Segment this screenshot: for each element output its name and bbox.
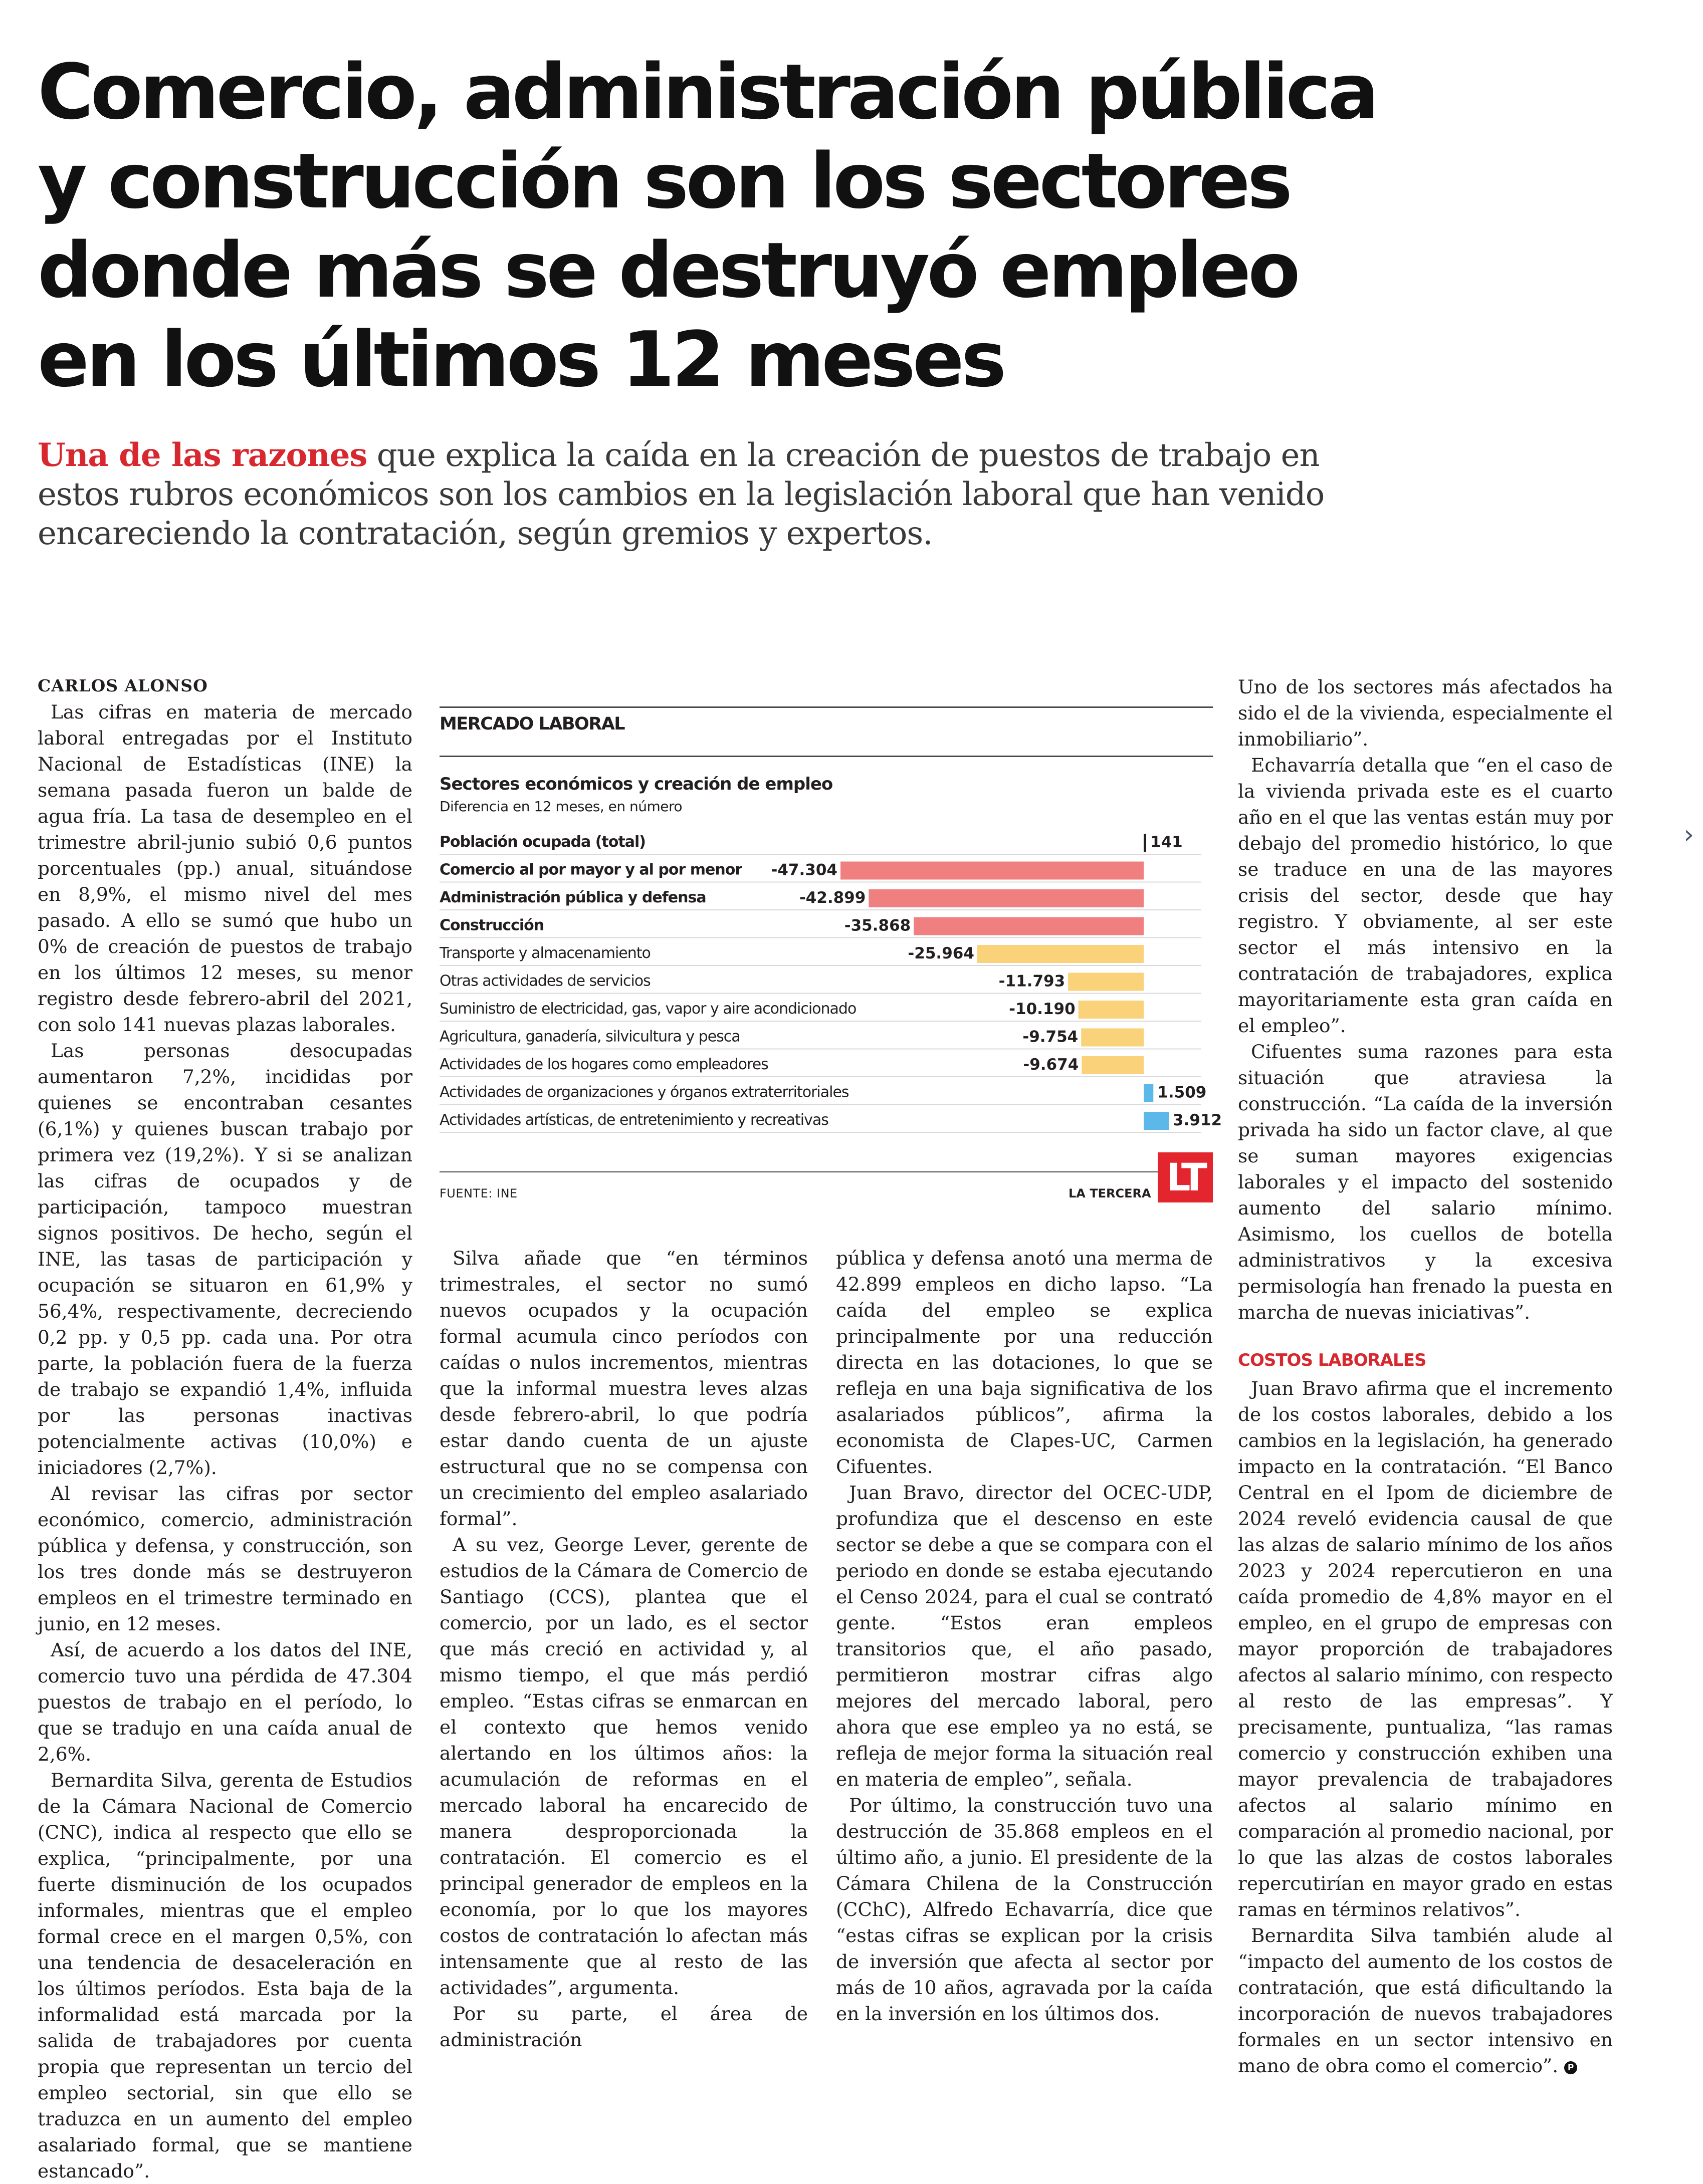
value-label: -11.793: [998, 972, 1066, 991]
value-label: -47.304: [771, 861, 837, 879]
column-3: [836, 1245, 1213, 2027]
category-label: Población ocupada (total): [440, 833, 646, 851]
category-label: Actividades de los hogares como empleadores: [440, 1056, 768, 1073]
paragraph: Las cifras en materia de mercado laboral entregadas por el Instituto Nacional de Estadísticas (INE) la semana pasada fueron un balde de agua fría. La tasa de desempleo en el trimestre abril-junio subió 0,6 puntos porcentuales (pp.) anual, situándose en 8,9%, el mismo nivel del mes pasado. A ello se sumó que hubo un 0% de creación de puestos de trabajo en los últimos 12 meses, su menor registro desde febrero-abril del 2021, con solo 141 nuevas plazas laborales.: [38, 701, 412, 1036]
value-label: -10.190: [1009, 1000, 1076, 1018]
labor-market-chart: [440, 706, 1222, 1212]
column-4: [1238, 674, 1613, 2079]
category-label: Otras actividades de servicios: [440, 972, 651, 990]
paragraph-text: Bernardita Silva también alude al “impacto del aumento de los costos de contratación, que está dificultando la incorporación de nuevos trabajadores formales en un sector intensivo en mano de obra como el comercio”.: [1238, 1924, 1613, 2077]
byline: CARLOS ALONSO: [38, 676, 208, 695]
category-label: Administración pública y defensa: [440, 889, 706, 906]
bar: [1144, 834, 1146, 852]
value-label: 141: [1150, 833, 1183, 851]
end-mark-icon: P: [1564, 2061, 1577, 2074]
paragraph: Así, de acuerdo a los datos del INE, comercio tuvo una pérdida de 47.304 puestos de trabajo en el período, lo que se tradujo en una caída anual de 2,6%.: [38, 1639, 412, 1765]
paragraph: [1238, 1922, 1613, 2079]
chart-source: FUENTE: INE: [440, 1186, 518, 1200]
bar: [1144, 1112, 1169, 1130]
paragraph: Por último, la construcción tuvo una destrucción de 35.868 empleos en el último año, a junio. El presidente de la Cámara Chilena de la Construcción (CChC), Alfredo Echavarría, dice que “estas cifras se explican por la crisis de inversión que afecta al sector por más de 10 años, agravada por la caída en la inversión en los últimos dos.: [836, 1794, 1213, 2025]
bar: [1079, 1001, 1144, 1019]
bar-chart: [440, 827, 1222, 1147]
paragraph: Bernardita Silva, gerenta de Estudios de la Cámara Nacional de Comercio (CNC), indica al respecto que ello se explica, “principalmente, por una fuerte disminución de los ocupados informales, mientras que el empleo formal crece en el margen 0,5%, con una tendencia de desaceleración en los últimos períodos. Esta baja de la informalidad está marcada por la salida de trabajadores por cuenta propia que representan un tercio del empleo sectorial, sin que ello se traduzca en un aumento del empleo asalariado formal, que se mantiene estancado”.: [38, 1769, 412, 2182]
headline: Comercio, administración pública y construcción son los sectores donde más se destruyó empleo en los últimos 12 meses: [38, 48, 1376, 404]
chart-divider: [440, 756, 1213, 757]
paragraph: pública y defensa anotó una merma de 42.899 empleos en dicho lapso. “La caída del empleo se explica principalmente por una reducción directa en las dotaciones, lo que se refleja en una baja significativa de los asalariados públicos”, afirma la economista de Clapes-UC, Carmen Cifuentes.: [836, 1247, 1213, 1478]
value-label: -25.964: [908, 944, 974, 962]
bar: [840, 862, 1144, 880]
category-label: Actividades de organizaciones y órganos extraterritoriales: [440, 1083, 849, 1101]
bar: [977, 945, 1144, 963]
deck-text: que explica la caída en la creación de puestos de trabajo en estos rubros económicos son los cambios en la legislación laboral que han venido encareciendo la contratación, según gremios y expertos.: [38, 437, 1325, 552]
category-label: Comercio al por mayor y al por menor: [440, 861, 742, 879]
category-label: Agricultura, ganadería, silvicultura y pesca: [440, 1028, 740, 1046]
bar: [869, 889, 1144, 907]
next-page-arrow-icon[interactable]: ›: [1683, 820, 1694, 850]
paragraph: A su vez, George Lever, gerente de estudios de la Cámara de Comercio de Santiago (CCS), plantea que el comercio, por un lado, es el sector que más creció en actividad y, al mismo tiempo, el que más perdió empleo. “Estas cifras se enmarcan en el contexto que hemos venido alertando en los últimos años: la acumulación de reformas en el mercado laboral ha encarecido de manera desproporcionada la contratación. El comercio es el principal generador de empleos en la economía, por lo que los mayores costos de contratación lo afectan más intensamente que al resto de las actividades”, argumenta.: [440, 1534, 808, 1999]
chart-bottom-rule: [440, 1171, 1213, 1172]
chart-brand: LA TERCERA: [1069, 1186, 1151, 1200]
category-label: Construcción: [440, 916, 544, 934]
paragraph: Las personas desocupadas aumentaron 7,2%, incididas por quienes se encontraban cesantes (6,1%) y quienes buscan trabajo por primera vez (19,2%). Y si se analizan las cifras de ocupados y de participación, tampoco muestran signos positivos. De hecho, según el INE, las tasas de participación y ocupación se situaron en 61,9% y 56,4%, respectivamente, decreciendo 0,2 pp. y 0,5 pp. cada una. Por otra parte, la población fuera de la fuerza de trabajo se expandió 1,4%, influida por las personas inactivas potencialmente activas (10,0%) e iniciadores (2,7%).: [38, 1040, 412, 1479]
paragraph: Por su parte, el área de administración: [440, 2003, 808, 2051]
paragraph: Juan Bravo, director del OCEC-UDP, profundiza que el descenso en este sector se debe a que se compara con el periodo en donde se estaba ejecutando el Censo 2024, para el cual se contrató gente. “Estos eran empleos transitorios que, el año pasado, permitieron mostrar cifras algo mejores del mercado laboral, pero ahora que ese empleo ya no está, se refleja de mejor forma la situación real en materia de empleo”, señala.: [836, 1482, 1213, 1790]
la-tercera-logo: LT: [1158, 1152, 1213, 1202]
bar: [1144, 1084, 1153, 1102]
subhead-costos-laborales: COSTOS LABORALES: [1238, 1350, 1426, 1370]
bar: [1081, 1029, 1144, 1047]
paragraph: Cifuentes suma razones para esta situación que atraviesa la construcción. “La caída de la inversión privada ha sido un factor clave, al que se suman mayores exigencias laborales y el impacto del sostenido aumento del salario mínimo. Asimismo, los cuellos de botella administrativos y la excesiva permisología han frenado la puesta en marcha de nuevas iniciativas”.: [1238, 1041, 1613, 1323]
chart-subtitle: Diferencia en 12 meses, en número: [440, 798, 683, 815]
value-label: -9.674: [1023, 1056, 1079, 1074]
bar: [914, 917, 1144, 935]
paragraph: Al revisar las cifras por sector económico, comercio, administración pública y defensa, y construcción, son los tres donde más se destruyeron empleos en el trimestre terminado en junio, en 12 meses.: [38, 1483, 412, 1635]
bar: [1082, 1056, 1144, 1074]
paragraph: Silva añade que “en términos trimestrales, el sector no sumó nuevos ocupados y la ocupación formal acumula cinco períodos con caídas o nulos incrementos, mientras que la informal muestra leves alzas desde febrero-abril, lo que podría estar dando cuenta de un ajuste estructural que no se compensa con un crecimiento del empleo asalariado formal”.: [440, 1247, 808, 1530]
deck-lead: Una de las razones: [38, 436, 367, 474]
paragraph: Uno de los sectores más afectados ha sido el de la vivienda, especialmente el inmobiliario”.: [1238, 676, 1613, 750]
chart-top-rule: [440, 706, 1213, 708]
value-label: -9.754: [1022, 1028, 1079, 1046]
category-label: Transporte y almacenamiento: [440, 944, 651, 962]
column-2: [440, 1245, 808, 2053]
value-label: -42.899: [799, 889, 866, 907]
column-1: [38, 674, 412, 2184]
bar: [1068, 973, 1144, 991]
paragraph: Juan Bravo afirma que el incremento de los costos laborales, debido a los cambios en la legislación, ha generado impacto en la contratación. “El Banco Central en el Ipom de diciembre de 2024 reveló evidencia causal de que las alzas de salario mínimo de los años 2023 y 2024 repercutieron en una caída promedio de 4,8% mayor en el empleo, en el grupo de empresas con mayor proporción de trabajadores afectos al salario mínimo, con respecto al resto de las empresas”. Y precisamente, puntualiza, “las ramas comercio y construcción exhiben una mayor prevalencia de trabajadores afectos al salario mínimo en comparación al promedio nacional, por lo que las alzas de costos laborales repercutirían en mayor grado en estas ramas en términos relativos”.: [1238, 1377, 1613, 1920]
category-label: Suministro de electricidad, gas, vapor y aire acondicionado: [440, 1000, 857, 1018]
deck: [38, 436, 1391, 553]
category-label: Actividades artísticas, de entretenimiento y recreativas: [440, 1111, 828, 1129]
chart-section-title: MERCADO LABORAL: [440, 714, 625, 734]
chart-title: Sectores económicos y creación de empleo: [440, 774, 833, 794]
paragraph: Echavarría detalla que “en el caso de la vivienda privada este es el cuarto año en el que las ventas están muy por debajo del promedio histórico, lo que se traduce en una de las mayores crisis del sector, desde que hay registro. Y obviamente, al ser este sector el más intensivo en la contratación de trabajadores, explica mayoritariamente esta gran caída en el empleo”.: [1238, 754, 1613, 1037]
value-label: 1.509: [1157, 1083, 1207, 1102]
value-label: -35.868: [844, 916, 911, 935]
value-label: 3.912: [1173, 1111, 1222, 1129]
